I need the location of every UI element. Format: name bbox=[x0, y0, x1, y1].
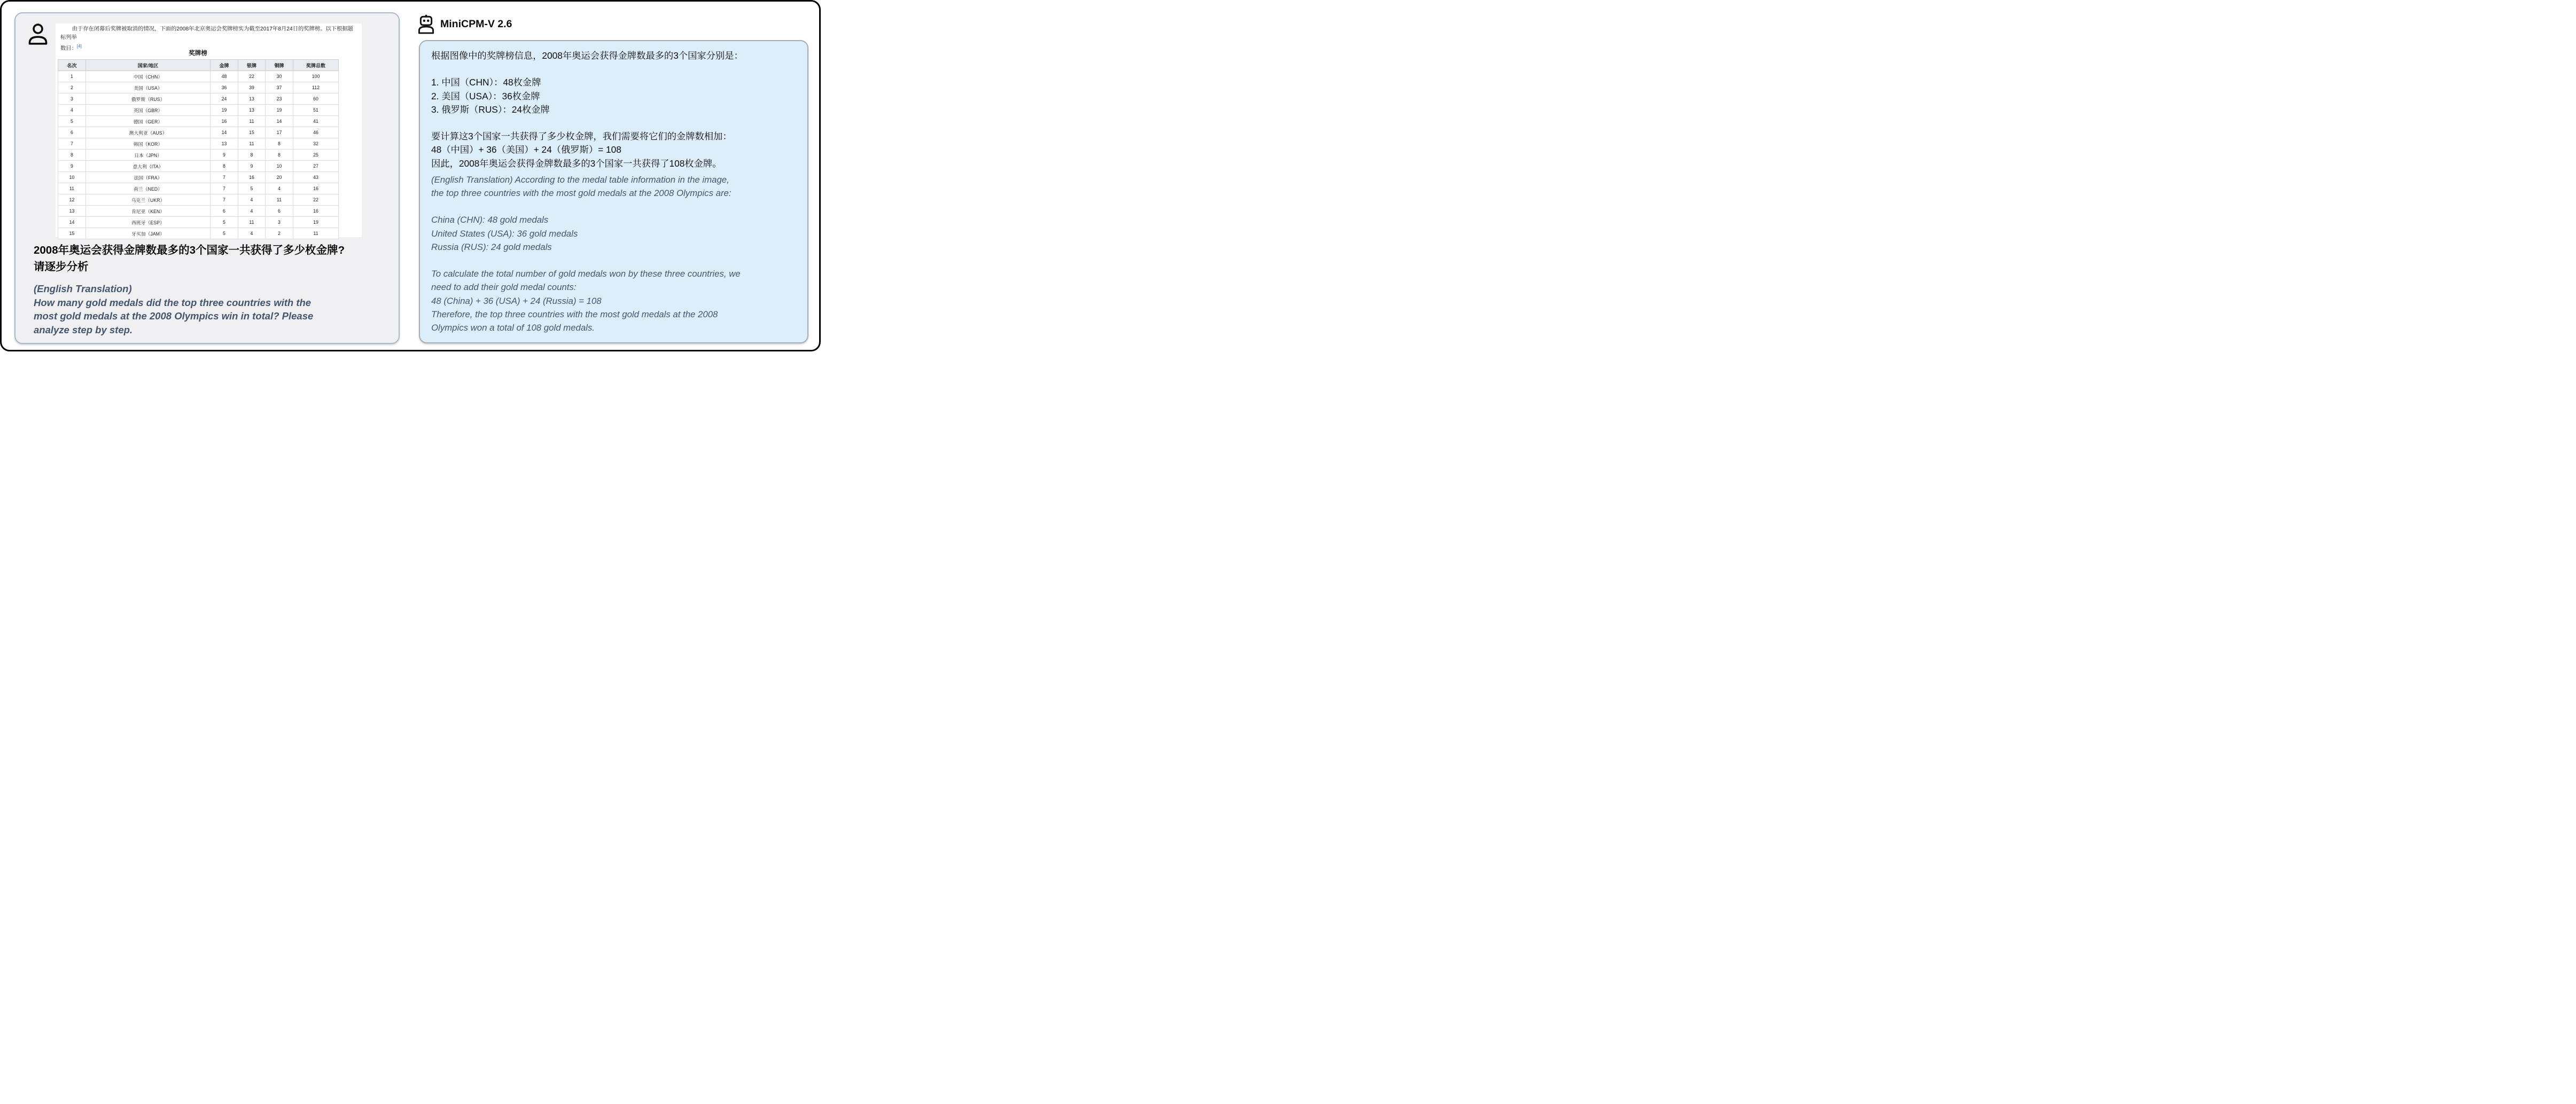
table-row bbox=[58, 105, 339, 116]
table-cell: 16 bbox=[293, 206, 339, 217]
table-cell: 19 bbox=[211, 105, 238, 116]
table-row bbox=[58, 172, 339, 183]
table-cell: 牙买加（JAM） bbox=[86, 228, 211, 239]
text-line bbox=[431, 254, 795, 267]
table-cell: 7 bbox=[211, 183, 238, 194]
table-cell: 39 bbox=[238, 82, 266, 93]
table-row bbox=[58, 161, 339, 172]
table-cell: 9 bbox=[58, 161, 86, 172]
table-cell: 19 bbox=[293, 217, 339, 228]
table-cell: 10 bbox=[58, 172, 86, 183]
text-line: 48 (China) + 36 (USA) + 24 (Russia) = 108 bbox=[431, 295, 602, 306]
table-cell: 5 bbox=[238, 183, 266, 194]
table-cell: 肯尼亚（KEN） bbox=[86, 206, 211, 217]
table-row bbox=[58, 93, 339, 105]
table-cell: 112 bbox=[293, 82, 339, 93]
table-header-row bbox=[58, 60, 339, 71]
table-cell: 5 bbox=[58, 116, 86, 127]
table-cell: 荷兰（NED） bbox=[86, 183, 211, 194]
table-cell: 4 bbox=[238, 228, 266, 239]
figure-frame bbox=[0, 0, 821, 351]
table-cell: 乌克兰（UKR） bbox=[86, 194, 211, 206]
table-cell: 3 bbox=[266, 217, 293, 228]
table-cell: 16 bbox=[293, 183, 339, 194]
table-cell: 8 bbox=[266, 138, 293, 150]
table-row bbox=[58, 82, 339, 93]
text-line: 因此，2008年奥运会获得金牌数最多的3个国家一共获得了108枚金牌。 bbox=[431, 158, 722, 169]
table-cell: 32 bbox=[293, 138, 339, 150]
table-cell: 13 bbox=[211, 138, 238, 150]
table-cell: 4 bbox=[238, 194, 266, 206]
text-line: 要计算这3个国家一共获得了多少枚金牌，我们需要将它们的金牌数相加： bbox=[431, 131, 732, 142]
text-line: China (CHN): 48 gold medals bbox=[431, 215, 549, 225]
table-cell: 30 bbox=[266, 71, 293, 82]
citation-link: [4] bbox=[76, 44, 82, 49]
table-cell: 12 bbox=[58, 194, 86, 206]
table-cell: 美国（USA） bbox=[86, 82, 211, 93]
table-cell: 4 bbox=[58, 105, 86, 116]
table-cell: 6 bbox=[266, 206, 293, 217]
robot-icon bbox=[418, 14, 434, 34]
column-header: 奖牌总数 bbox=[293, 60, 339, 71]
table-row bbox=[58, 127, 339, 138]
table-cell: 英国（GBR） bbox=[86, 105, 211, 116]
table-row bbox=[58, 138, 339, 150]
text-line: analyze step by step. bbox=[34, 324, 133, 335]
table-cell: 8 bbox=[211, 161, 238, 172]
table-cell: 俄罗斯（RUS） bbox=[86, 93, 211, 105]
text-line: the top three countries with the most gold medals at the 2008 Olympics are: bbox=[431, 188, 731, 199]
table-cell: 日本（JPN） bbox=[86, 150, 211, 161]
table-cell: 法国（FRA） bbox=[86, 172, 211, 183]
column-header: 铜牌 bbox=[266, 60, 293, 71]
column-header: 银牌 bbox=[238, 60, 266, 71]
text-line: (English Translation) bbox=[34, 283, 132, 294]
table-cell: 意大利（ITA） bbox=[86, 161, 211, 172]
text-line: 3. 俄罗斯（RUS）：24枚金牌 bbox=[431, 104, 550, 115]
table-cell: 韩国（KOR） bbox=[86, 138, 211, 150]
user-question-zh bbox=[34, 242, 345, 275]
table-cell: 1 bbox=[58, 71, 86, 82]
text-line bbox=[431, 62, 795, 76]
table-cell: 8 bbox=[238, 150, 266, 161]
text-line: Therefore, the top three countries with the most gold medals at the 2008 bbox=[431, 309, 718, 319]
text-line bbox=[431, 116, 795, 130]
user-message-panel bbox=[14, 12, 400, 344]
table-cell: 5 bbox=[211, 228, 238, 239]
text-line: most gold medals at the 2008 Olympics win in total? Please bbox=[34, 310, 314, 322]
table-cell: 43 bbox=[293, 172, 339, 183]
table-cell: 7 bbox=[211, 172, 238, 183]
table-cell: 9 bbox=[238, 161, 266, 172]
table-cell: 20 bbox=[266, 172, 293, 183]
table-cell: 11 bbox=[238, 138, 266, 150]
table-cell: 51 bbox=[293, 105, 339, 116]
column-header: 国家/地区 bbox=[86, 60, 211, 71]
model-response-bubble bbox=[419, 40, 808, 343]
table-cell: 7 bbox=[58, 138, 86, 150]
table-cell: 8 bbox=[266, 150, 293, 161]
table-cell: 27 bbox=[293, 161, 339, 172]
table-row bbox=[58, 217, 339, 228]
table-row bbox=[58, 183, 339, 194]
table-cell: 14 bbox=[266, 116, 293, 127]
table-cell: 5 bbox=[211, 217, 238, 228]
table-cell: 9 bbox=[211, 150, 238, 161]
table-cell: 16 bbox=[238, 172, 266, 183]
text-line: need to add their gold medal counts: bbox=[431, 282, 577, 293]
note-line2: 数目： bbox=[60, 45, 77, 52]
medal-table bbox=[58, 59, 339, 239]
text-line: Russia (RUS): 24 gold medals bbox=[431, 241, 552, 252]
table-cell: 15 bbox=[58, 228, 86, 239]
table-cell: 6 bbox=[211, 206, 238, 217]
table-cell: 14 bbox=[58, 217, 86, 228]
table-cell: 2 bbox=[58, 82, 86, 93]
table-cell: 4 bbox=[266, 183, 293, 194]
table-row bbox=[58, 194, 339, 206]
table-row bbox=[58, 71, 339, 82]
user-icon bbox=[28, 23, 48, 45]
text-line: How many gold medals did the top three countries with the bbox=[34, 296, 312, 308]
table-cell: 西班牙（ESP） bbox=[86, 217, 211, 228]
table-row bbox=[58, 206, 339, 217]
table-cell: 德国（GER） bbox=[86, 116, 211, 127]
table-cell: 15 bbox=[238, 127, 266, 138]
table-cell: 11 bbox=[238, 217, 266, 228]
column-header: 金牌 bbox=[211, 60, 238, 71]
table-cell: 22 bbox=[293, 194, 339, 206]
text-line: (English Translation) According to the medal table information in the image, bbox=[431, 174, 729, 185]
table-cell: 16 bbox=[211, 116, 238, 127]
text-line bbox=[431, 200, 795, 213]
column-header: 名次 bbox=[58, 60, 86, 71]
text-line: 根据图像中的奖牌榜信息，2008年奥运会获得金牌数最多的3个国家分别是： bbox=[431, 50, 743, 61]
medal-table-title: 奖牌榜 bbox=[189, 50, 207, 57]
table-cell: 10 bbox=[266, 161, 293, 172]
table-cell: 6 bbox=[58, 127, 86, 138]
text-line: Olympics won a total of 108 gold medals. bbox=[431, 323, 595, 333]
table-cell: 澳大利亚（AUS） bbox=[86, 127, 211, 138]
table-cell: 17 bbox=[266, 127, 293, 138]
text-line: 2. 美国（USA）：36枚金牌 bbox=[431, 90, 540, 101]
table-cell: 7 bbox=[211, 194, 238, 206]
table-cell: 11 bbox=[293, 228, 339, 239]
table-cell: 100 bbox=[293, 71, 339, 82]
embedded-screenshot bbox=[56, 24, 362, 237]
user-question-translation bbox=[34, 282, 313, 336]
text-line: To calculate the total number of gold medals won by these three countries, we bbox=[431, 269, 741, 279]
table-cell: 2 bbox=[266, 228, 293, 239]
table-cell: 60 bbox=[293, 93, 339, 105]
table-cell: 24 bbox=[211, 93, 238, 105]
table-row bbox=[58, 116, 339, 127]
table-cell: 4 bbox=[238, 206, 266, 217]
table-cell: 11 bbox=[238, 116, 266, 127]
table-cell: 中国（CHN） bbox=[86, 71, 211, 82]
table-cell: 22 bbox=[238, 71, 266, 82]
table-row bbox=[58, 150, 339, 161]
text-line: United States (USA): 36 gold medals bbox=[431, 228, 578, 239]
table-cell: 13 bbox=[238, 105, 266, 116]
table-cell: 48 bbox=[211, 71, 238, 82]
table-cell: 23 bbox=[266, 93, 293, 105]
table-cell: 36 bbox=[211, 82, 238, 93]
table-cell: 13 bbox=[58, 206, 86, 217]
note-line1: 由于存在闭幕后奖牌被取消的情况，下面的2008年北京奥运会奖牌榜实为截至2017年8月24日的奖牌榜。以下根据题标列举 bbox=[60, 26, 353, 41]
text-line: 请逐步分析 bbox=[34, 261, 89, 273]
model-header bbox=[418, 14, 512, 34]
table-cell: 37 bbox=[266, 82, 293, 93]
table-cell: 14 bbox=[211, 127, 238, 138]
text-line: 2008年奥运会获得金牌数最多的3个国家一共获得了多少枚金牌? bbox=[34, 244, 345, 256]
text-line: 48（中国）+ 36（美国）+ 24（俄罗斯）= 108 bbox=[431, 144, 621, 155]
model-name: MiniCPM-V 2.6 bbox=[440, 18, 512, 30]
model-response-zh bbox=[431, 49, 795, 170]
table-cell: 13 bbox=[238, 93, 266, 105]
text-line: 1. 中国（CHN）：48枚金牌 bbox=[431, 77, 541, 88]
table-cell: 25 bbox=[293, 150, 339, 161]
table-cell: 8 bbox=[58, 150, 86, 161]
table-cell: 11 bbox=[58, 183, 86, 194]
table-cell: 11 bbox=[266, 194, 293, 206]
table-cell: 41 bbox=[293, 116, 339, 127]
table-cell: 19 bbox=[266, 105, 293, 116]
model-response-translation bbox=[431, 173, 795, 334]
table-cell: 46 bbox=[293, 127, 339, 138]
table-row bbox=[58, 228, 339, 239]
table-cell: 3 bbox=[58, 93, 86, 105]
